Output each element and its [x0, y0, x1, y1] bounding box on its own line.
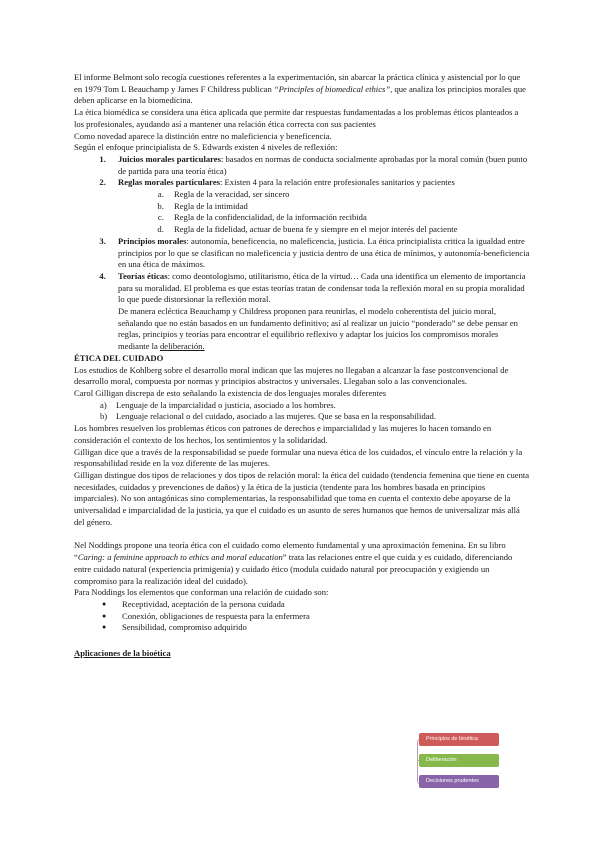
care-ethics-heading: ÉTICA DEL CUIDADO	[74, 352, 164, 363]
diagram-box-principles: Principios de bioética	[419, 733, 499, 746]
level-title: Teorías éticas	[118, 270, 168, 281]
list-item: b. Regla de la intimidad	[166, 201, 530, 213]
intro-paragraph-belmont	[74, 72, 530, 107]
document-body	[74, 72, 530, 660]
noddings-text: Nel Noddings propone una teoría ética con el cuidado como elemento fundamental y una aproximación femenina. En su libro “	[74, 540, 506, 563]
eclectic-text: De manera ecléctica Beauchamp y Childress proponen para reunirlas, el modelo coherentista del juicio moral, señalando que no están basados en un fundamento definitivo; así al realizar un juicio “ponderado” se debe pensar en reglas, principios y teorías para encontrar el equilibrio reflexivo y adaptar los juicios los compromisos morales mediante la	[118, 306, 518, 352]
level-title: Reglas morales particulares	[118, 177, 220, 188]
spacer	[74, 528, 530, 540]
level-text: : autonomía, beneficencia, no maleficencia, justicia. La ética principialista critica la igualdad entre principios por lo que se clasifican no maleficencia y justicia dentro de una ética de mínimos, y autonomía-beneficiencia en una ética de máximos.	[118, 235, 530, 270]
noddings-paragraph	[74, 540, 530, 587]
intro-paragraph-biomedical: La ética biomédica se considera una ética aplicada que permite dar respuestas fundamentadas a los problemas éticos planteados a los profesionales, ayudando así a mantener una relación ética correcta con sus pacientes	[74, 107, 519, 129]
list-item: Lenguaje relacional o del cuidado, asociado a las mujeres. Que se basa en la responsabilidad.	[116, 411, 436, 422]
applications-heading: Aplicaciones de la bioética	[74, 648, 171, 659]
deliberation-term: deliberación.	[160, 341, 205, 352]
intro-text: El informe Belmont solo recogía cuestiones referentes a la experimentación, sin abarcar la práctica clínica y asistencial por lo que en 1979 Tom L Beauchamp y James F Childress publican	[74, 72, 521, 94]
list-item: ● Sensibilidad, compromiso adquirido	[102, 622, 530, 634]
noddings-elements-intro: Para Noddings los elementos que conforman una relación de cuidado son:	[74, 587, 329, 598]
list-item	[108, 177, 530, 236]
list-item	[108, 154, 530, 177]
moral-languages-list	[74, 400, 530, 423]
reflection-levels-list	[74, 154, 530, 353]
list-item: Lenguaje de la imparcialidad o justicia, asociado a los hombres.	[116, 399, 336, 410]
noddings-book-title: Caring: a feminine approach to ethics and moral education	[77, 552, 283, 563]
book-title: “Principles of biomedical ethics”	[273, 83, 391, 94]
intro-paragraph-edwards: Según el enfoque principialista de S. Edwards existen 4 niveles de reflexión:	[74, 142, 338, 153]
level-text: : como deontologismo, utilitarismo, ética de la virtud… Cada una identifica un elemento de importancia para su moralidad. El problema es que estas teorías tratan de condensar toda la reflexión moral en su propia moralidad lo que puede distorsionar la reflexión moral.	[118, 270, 526, 305]
level-title: Principios morales	[118, 235, 187, 246]
list-item: c. Regla de la confidencialidad, de la información recibida	[166, 212, 530, 224]
intro-text-end: , que analiza los principios morales que deben aplicarse en la biomedicina.	[74, 83, 526, 106]
kohlberg-paragraph: Los estudios de Kohlberg sobre el desarrollo moral indican que las mujeres no llegaban a alcanzar la fase postconvencional de desarrollo moral, compuesta por normas y principios abstractos y universales. Llegaban solo a las convencionales.	[74, 364, 509, 387]
diagram-box-decisions: Decisiones prudentes	[419, 775, 499, 788]
level-title: Juicios morales particulares	[118, 153, 221, 164]
list-item: ● Receptividad, aceptación de la persona cuidada	[102, 599, 530, 611]
list-item: d. Regla de la fidelidad, actuar de buena fe y siempre en el mejor interés del paciente	[166, 224, 530, 236]
list-item	[108, 236, 530, 271]
list-item: ● Conexión, obligaciones de respuesta para la enfermera	[102, 611, 530, 623]
level-text: : Existen 4 para la relación entre profesionales sanitarios y pacientes	[220, 177, 455, 188]
list-item: a. Regla de la veracidad, ser sincero	[166, 189, 530, 201]
bioethics-diagram	[419, 733, 509, 793]
diagram-box-deliberation: Deliberación	[419, 754, 499, 767]
eclectic-paragraph	[118, 306, 530, 353]
gilligan-responsibility-paragraph: Gilligan dice que a través de la responsabilidad se puede formular una nueva ética de los cuidados, el vínculo entre la relación y la responsabilidad reside en la voz diferente de las mujeres.	[74, 446, 523, 469]
list-item	[108, 271, 530, 353]
gilligan-relations-paragraph: Gilligan distingue dos tipos de relaciones y dos tipos de relación moral: la ética del cuidado (tendencia femenina que tiene en cuenta necesidades, cuidados y prevenciones de daños) y la ética de la justicia (tendente para los hombres basada en principios imparciales). No son antagónicas sino complementarias, la responsabilidad que toma en cuenta el contexto debe apoyarse de la universalidad e imparcialidad de la justicia, ya que el cuidado es un asunto de seres humanos que hemos de universalizar más allá del género.	[74, 469, 530, 527]
gilligan-paragraph: Carol Gilligan discrepa de esto señalando la existencia de dos lenguajes morales diferentes	[74, 387, 387, 398]
rules-list	[118, 189, 530, 236]
care-elements-list	[74, 599, 530, 634]
noddings-text-end: ” trata las relaciones entre el que cuida y es cuidado, diferenciando entre cuidado natural (experiencia primigenia) y cuidado ético (modula cuidado natural por preocupación y exigiendo un compromiso para la realización ideal del cuidado).	[74, 552, 513, 586]
intro-paragraph-novelty: Como novedad aparece la distinción entre no maleficiencia y beneficencia.	[74, 130, 332, 141]
men-women-paragraph: Los hombres resuelven los problemas éticos con patrones de derechos e imparcialidad y las mujeres lo hacen tomando en consideración el contexto de los hechos, los sentimientos y la solidaridad.	[74, 423, 492, 445]
level-text: : basados en normas de conducta socialmente aprobadas por la moral común (buen punto de partida para una teoría ética)	[118, 153, 528, 176]
